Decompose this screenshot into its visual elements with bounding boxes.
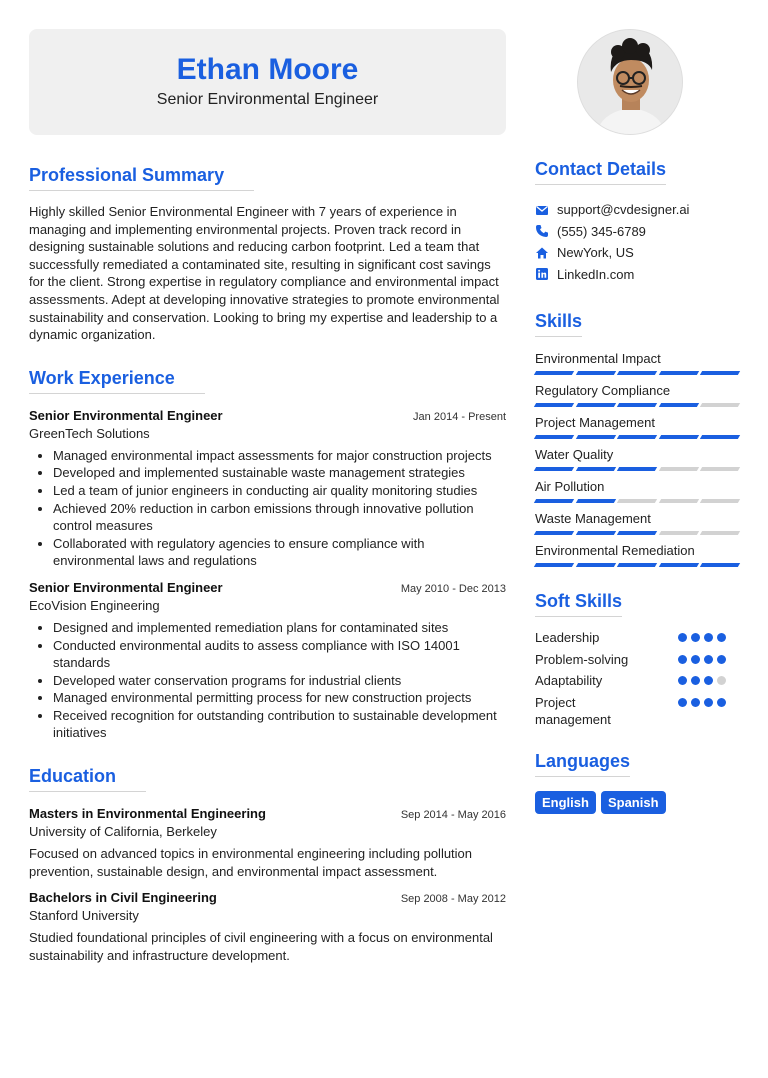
skill-level-segment xyxy=(617,531,657,535)
soft-skill-item xyxy=(535,672,740,690)
skill-level-segment xyxy=(700,531,740,535)
skill-item xyxy=(535,447,740,471)
soft-skill-item xyxy=(535,629,740,647)
contact-phone[interactable] xyxy=(535,221,740,243)
rating-dot xyxy=(717,655,726,664)
skill-level-segment xyxy=(617,563,657,567)
rating-dot xyxy=(678,676,687,685)
rating-dot xyxy=(678,655,687,664)
language-tag: English xyxy=(535,791,596,814)
envelope-icon xyxy=(535,203,549,217)
skill-name: Environmental Impact xyxy=(535,351,661,366)
job-bullet: • Managed environmental permitting process for new construction projects xyxy=(53,689,506,707)
soft-skill-rating xyxy=(678,676,726,685)
skill-name: Waste Management xyxy=(535,511,651,526)
skill-name: Environmental Remediation xyxy=(535,543,695,558)
education-date: Sep 2008 - May 2012 xyxy=(400,893,506,906)
skill-item xyxy=(535,479,740,503)
job-role: Senior Environmental Engineer xyxy=(29,407,223,423)
skill-level-segment xyxy=(534,531,574,535)
avatar xyxy=(577,29,683,135)
languages-list xyxy=(535,791,740,814)
language-tag: Spanish xyxy=(601,791,666,814)
job-company: GreenTech Solutions xyxy=(29,425,150,441)
education-heading: Education xyxy=(29,766,146,792)
soft-skills-heading: Soft Skills xyxy=(535,591,622,617)
job-entry xyxy=(29,580,506,742)
skill-level-segment xyxy=(534,435,574,439)
education-date: Sep 2014 - May 2016 xyxy=(400,809,506,822)
job-entry xyxy=(29,408,506,570)
header-box xyxy=(29,29,506,135)
skill-level-segment xyxy=(617,371,657,375)
rating-dot xyxy=(704,698,713,707)
soft-skill-rating xyxy=(678,698,726,707)
soft-skill-rating xyxy=(678,633,726,642)
rating-dot xyxy=(691,655,700,664)
skill-level-segment xyxy=(658,403,698,407)
skill-level-segment xyxy=(617,467,657,471)
contact-location-text: NewYork, US xyxy=(557,245,634,261)
skill-name: Air Pollution xyxy=(535,479,605,494)
contact-linkedin-text: LinkedIn.com xyxy=(557,266,635,282)
soft-skill-item xyxy=(535,651,740,669)
skill-level-segment xyxy=(534,403,574,407)
linkedin-icon xyxy=(535,267,549,281)
skill-level-segment xyxy=(534,563,574,567)
home-icon xyxy=(535,246,549,260)
job-date: May 2010 - Dec 2013 xyxy=(400,582,506,595)
skill-level-segment xyxy=(575,467,615,471)
skill-level-segment xyxy=(575,499,615,503)
portrait-photo xyxy=(578,30,683,135)
job-bullet: • Developed and implemented sustainable waste management strategies xyxy=(53,464,506,482)
skills-list xyxy=(535,351,740,567)
contact-email[interactable] xyxy=(535,199,740,221)
rating-dot xyxy=(717,633,726,642)
skill-level-bars xyxy=(535,563,740,567)
job-bullet: • Developed water conservation programs for industrial clients xyxy=(53,672,506,690)
skill-level-bars xyxy=(535,403,740,407)
job-bullet: • Received recognition for outstanding contribution to sustainable development initiatives xyxy=(53,707,506,742)
contact-phone-text: (555) 345-6789 xyxy=(557,223,646,239)
skill-level-segment xyxy=(658,467,698,471)
skill-level-segment xyxy=(575,403,615,407)
job-date: Jan 2014 - Present xyxy=(413,410,506,423)
rating-dot xyxy=(704,676,713,685)
rating-dot xyxy=(678,698,687,707)
education-entry xyxy=(29,890,506,964)
contact-email-text: support@cvdesigner.ai xyxy=(557,202,690,218)
skill-level-bars xyxy=(535,531,740,535)
summary-heading: Professional Summary xyxy=(29,165,254,191)
soft-skill-name: Problem-solving xyxy=(535,651,629,667)
skill-level-segment xyxy=(658,371,698,375)
job-bullets xyxy=(29,619,506,742)
job-bullet: • Designed and implemented remediation plans for contaminated sites xyxy=(53,619,506,637)
skill-level-segment xyxy=(700,371,740,375)
skill-item xyxy=(535,383,740,407)
degree: Masters in Environmental Engineering xyxy=(29,806,266,822)
soft-skill-name: Adaptability xyxy=(535,673,603,689)
rating-dot xyxy=(717,676,726,685)
skill-level-bars xyxy=(535,371,740,375)
skill-item xyxy=(535,351,740,375)
education-entry xyxy=(29,806,506,880)
rating-dot xyxy=(704,655,713,664)
skill-item xyxy=(535,415,740,439)
skill-level-segment xyxy=(617,403,657,407)
work-heading: Work Experience xyxy=(29,368,205,394)
soft-skill-rating xyxy=(678,655,726,664)
skill-level-bars xyxy=(535,499,740,503)
skill-level-segment xyxy=(658,531,698,535)
soft-skills-list xyxy=(535,629,740,729)
rating-dot xyxy=(691,633,700,642)
skill-level-bars xyxy=(535,467,740,471)
candidate-name: Ethan Moore xyxy=(176,53,359,86)
skill-name: Project Management xyxy=(535,415,655,430)
job-company: EcoVision Engineering xyxy=(29,597,160,613)
job-bullets xyxy=(29,447,506,570)
skill-level-segment xyxy=(658,499,698,503)
job-bullet: • Achieved 20% reduction in carbon emissions through innovative pollution control measures xyxy=(53,500,506,535)
skill-level-bars xyxy=(535,435,740,439)
rating-dot xyxy=(691,676,700,685)
candidate-title: Senior Environmental Engineer xyxy=(156,91,379,108)
skill-level-segment xyxy=(700,563,740,567)
soft-skill-item xyxy=(535,694,740,729)
skill-level-segment xyxy=(575,563,615,567)
skill-level-segment xyxy=(617,435,657,439)
skill-level-segment xyxy=(534,467,574,471)
education-text: Studied foundational principles of civil engineering with a focus on environmental sustainability and infrastructure development. xyxy=(29,930,493,963)
rating-dot xyxy=(704,633,713,642)
rating-dot xyxy=(717,698,726,707)
contact-linkedin[interactable] xyxy=(535,264,740,286)
soft-skill-name: Leadership xyxy=(535,630,600,645)
skill-level-segment xyxy=(658,563,698,567)
contact-list xyxy=(535,199,740,285)
main-column xyxy=(29,165,506,964)
rating-dot xyxy=(691,698,700,707)
contact-location xyxy=(535,242,740,264)
school: Stanford University xyxy=(29,908,139,924)
summary-text: Highly skilled Senior Environmental Engineer with 7 years of experience in managing and implementing environmental projects. Proven track record in designing sustainable solutions and reducing carbon footprint. Led a team that successfully remediated a contaminated site, resulting in significant cost savings for the client. Strong expertise in regulatory compliance and environmental impact assessments. Adept at developing innovative strategies to promote environmental sustainability and conservation. Looking to bring my expertise and leadership to a dynamic organization. xyxy=(29,204,500,343)
skill-level-segment xyxy=(700,435,740,439)
skills-heading: Skills xyxy=(535,311,582,337)
skill-name: Water Quality xyxy=(535,447,614,462)
rating-dot xyxy=(678,633,687,642)
skill-level-segment xyxy=(700,467,740,471)
contact-heading: Contact Details xyxy=(535,159,666,185)
job-bullet: • Managed environmental impact assessments for major construction projects xyxy=(53,447,506,465)
skill-level-segment xyxy=(575,531,615,535)
skill-level-segment xyxy=(700,499,740,503)
skill-level-segment xyxy=(575,435,615,439)
skill-level-segment xyxy=(534,371,574,375)
job-bullet: • Led a team of junior engineers in conducting air quality monitoring studies xyxy=(53,482,506,500)
job-bullet: • Collaborated with regulatory agencies to ensure compliance with environmental laws and regulations xyxy=(53,535,506,570)
skill-level-segment xyxy=(575,371,615,375)
education-text: Focused on advanced topics in environmental engineering including pollution prevention, sustainable design, and environmental impact assessment. xyxy=(29,846,473,879)
job-role: Senior Environmental Engineer xyxy=(29,579,223,595)
skill-level-segment xyxy=(700,403,740,407)
skill-level-segment xyxy=(658,435,698,439)
skill-item xyxy=(535,543,740,567)
degree: Bachelors in Civil Engineering xyxy=(29,890,217,906)
skill-item xyxy=(535,511,740,535)
phone-icon xyxy=(535,224,549,238)
skill-level-segment xyxy=(534,499,574,503)
job-bullet: • Conducted environmental audits to assess compliance with ISO 14001 standards xyxy=(53,637,506,672)
side-column xyxy=(535,159,740,814)
skill-level-segment xyxy=(617,499,657,503)
skill-name: Regulatory Compliance xyxy=(535,383,671,398)
languages-heading: Languages xyxy=(535,751,630,777)
soft-skill-name: Project management xyxy=(535,694,611,728)
school: University of California, Berkeley xyxy=(29,824,217,840)
